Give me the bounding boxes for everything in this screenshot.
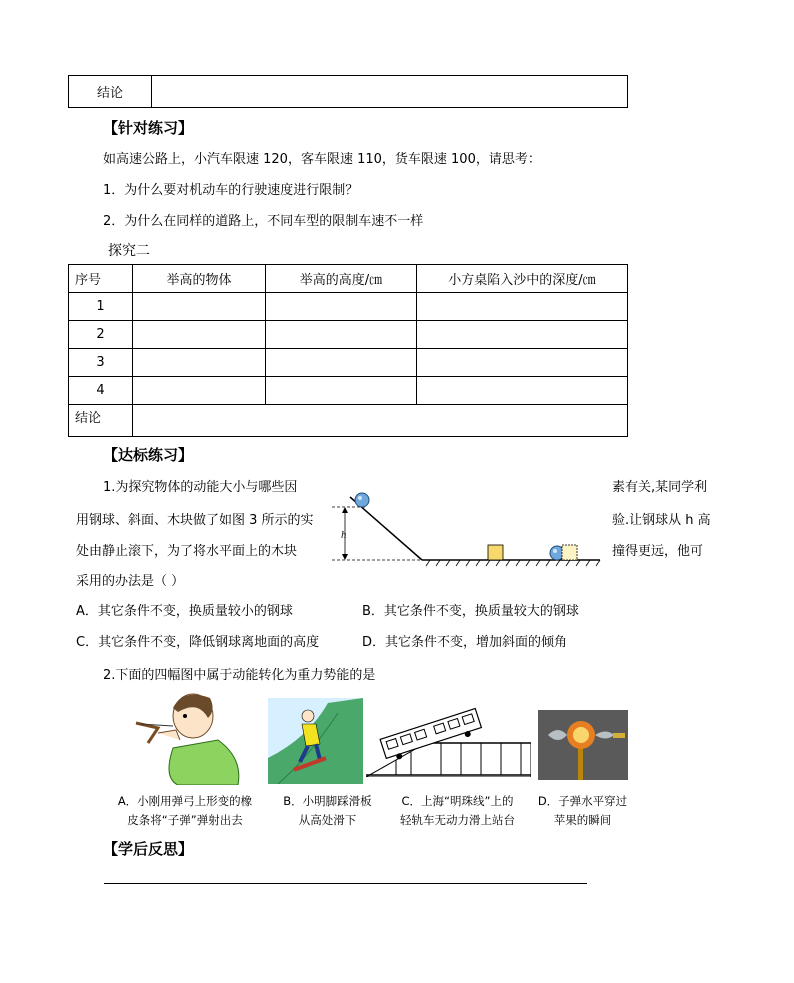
q1-line1-right: 素有关,某同学利 bbox=[612, 480, 708, 495]
q1-line1-left: 1.为探究物体的动能大小与哪些因 bbox=[103, 480, 298, 495]
practice-question-1: 1．为什么要对机动车的行驶速度进行限制？ bbox=[103, 183, 359, 198]
skateboarder-picture bbox=[268, 698, 363, 784]
row-index: 1 bbox=[69, 293, 133, 321]
ground-hatching bbox=[426, 560, 600, 566]
table-row bbox=[69, 293, 628, 321]
caption-d-line1: D．子弹水平穿过 bbox=[537, 794, 628, 808]
q1-line3-left: 处由静止滚下，为了将水平面上的木块 bbox=[76, 544, 298, 559]
caption-a bbox=[110, 792, 260, 830]
caption-b-line2: 从高处滑下 bbox=[298, 813, 357, 827]
caption-d bbox=[530, 792, 635, 830]
caption-c-line2: 轻轨车无动力滑上站台 bbox=[400, 813, 515, 827]
conclusion-cell bbox=[152, 76, 628, 108]
incline-figure bbox=[330, 485, 605, 570]
caption-d-line2: 苹果的瞬间 bbox=[553, 813, 612, 827]
table-row bbox=[69, 321, 628, 349]
explore-title: 探究二 bbox=[108, 243, 150, 259]
header-object: 举高的物体 bbox=[133, 265, 266, 293]
wood-block bbox=[488, 545, 503, 560]
conclusion-label: 结论 bbox=[69, 76, 152, 108]
explore-conclusion-label: 结论 bbox=[69, 405, 133, 437]
header-height: 举高的高度/㎝ bbox=[266, 265, 417, 293]
light-rail-picture bbox=[366, 705, 531, 777]
table-row bbox=[69, 349, 628, 377]
caption-a-line2: 皮条将“子弹”弹射出去 bbox=[127, 813, 243, 827]
q1-line2-right: 验.让钢球从 h 高 bbox=[612, 513, 711, 528]
reflection-heading: 【学后反思】 bbox=[103, 840, 194, 858]
practice-question-2: 2．为什么在同样的道路上，不同车型的限制车速不一样 bbox=[103, 214, 424, 229]
practice-intro: 如高速公路上，小汽车限速 120，客车限速 110，货车限速 100，请思考： bbox=[103, 152, 541, 167]
table-row bbox=[69, 377, 628, 405]
row-index: 4 bbox=[69, 377, 133, 405]
header-depth: 小方桌陷入沙中的深度/㎝ bbox=[417, 265, 628, 293]
option-a: A．其它条件不变，换质量较小的钢球 bbox=[76, 604, 293, 619]
q1-line2-left: 用钢球、斜面、木块做了如图 3 所示的实 bbox=[76, 513, 314, 528]
conclusion-table-1 bbox=[68, 75, 628, 108]
caption-a-line1: A．小刚用弹弓上形变的橡 bbox=[117, 794, 253, 808]
wood-block-dashed bbox=[562, 545, 577, 560]
row-index: 3 bbox=[69, 349, 133, 377]
practice-heading: 【针对练习】 bbox=[103, 119, 194, 137]
row-index: 2 bbox=[69, 321, 133, 349]
caption-b bbox=[275, 792, 380, 830]
q1-line4: 采用的办法是（ ） bbox=[76, 574, 185, 589]
height-label: h bbox=[341, 531, 347, 541]
q2-text: 2.下面的四幅图中属于动能转化为重力势能的是 bbox=[103, 668, 376, 683]
option-d: D．其它条件不变，增加斜面的倾角 bbox=[362, 635, 568, 650]
standard-practice-heading: 【达标练习】 bbox=[103, 446, 194, 464]
explore-table bbox=[68, 264, 628, 437]
slingshot-boy-picture bbox=[118, 688, 248, 785]
reflection-answer-line bbox=[104, 883, 587, 884]
option-b: B．其它条件不变，换质量较大的钢球 bbox=[362, 604, 579, 619]
steel-ball-top bbox=[355, 493, 369, 507]
option-c: C．其它条件不变，降低钢球离地面的高度 bbox=[76, 635, 320, 650]
header-index: 序号 bbox=[69, 265, 133, 293]
caption-c bbox=[380, 792, 535, 830]
caption-b-line1: B．小明脚踩滑板 bbox=[283, 794, 372, 808]
caption-c-line1: C．上海“明珠线”上的 bbox=[401, 794, 514, 808]
bullet-apple-picture bbox=[538, 710, 628, 780]
q1-line3-right: 撞得更远，他可 bbox=[612, 544, 704, 559]
